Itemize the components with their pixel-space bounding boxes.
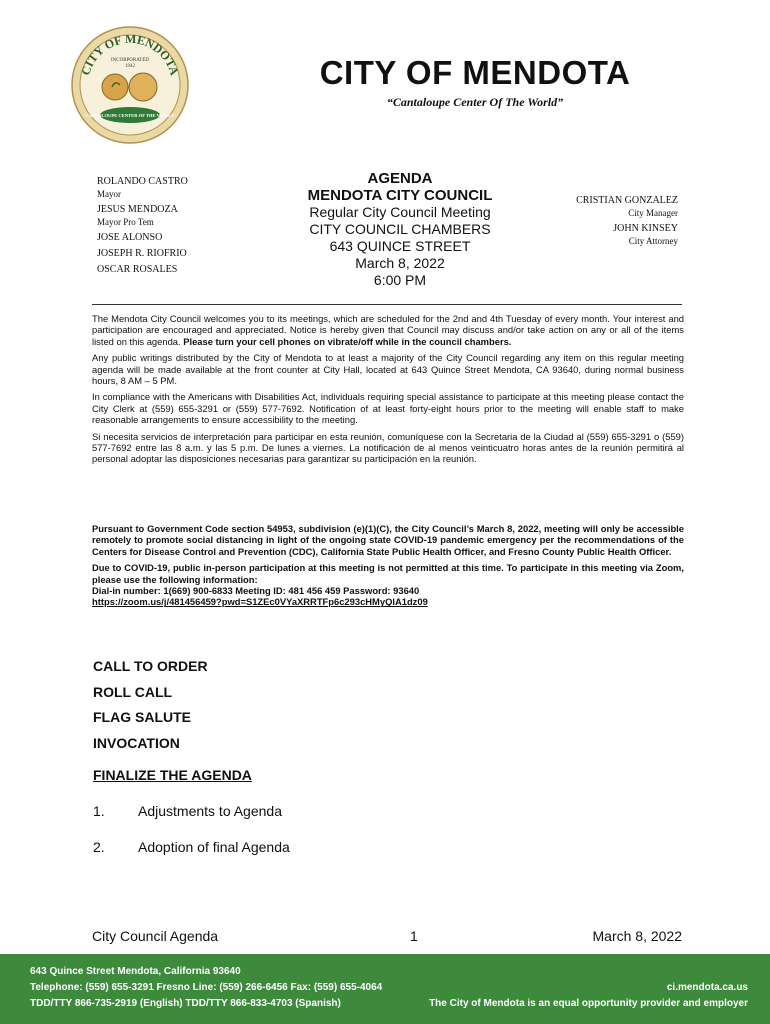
list-item: 2. Adoption of final Agenda [93,839,290,855]
header-divider [92,304,682,305]
city-staff [576,195,678,251]
seal-banner: CANTALOUPE CENTER OF THE WORLD [85,113,175,118]
footer-title: City Council Agenda [92,928,219,944]
council-member: JOSEPH R. RIOFRIO [97,248,187,259]
public-writings-paragraph: Any public writings distributed by the City of Mendota to at least a majority of the City Council regarding any item on this regular meeting agenda will be made available at the front counter at City Hall, located at 643 Quince Street Mendota, CA 93640, during normal business hours, 8 AM – 5 PM. [92,352,684,387]
council-member: OSCAR ROSALES [97,264,178,275]
ada-paragraph: In compliance with the Americans with Disabilities Act, individuals requiring special assistance to participate at this meeting please contact the City Clerk at (559) 655-3291 or (559) 577-7692. Notification of at least forty-eight hours prior to the meeting will enable staff to make reasonable arrangements to ensure accessibility to the meeting. [92,391,684,426]
covid-paragraph: Due to COVID-19, public in-person participation at this meeting is not permitted at this time. To participate in this meeting via Zoom, please use the following information: Dial-in number: 1(669) 900-6833 Meeting ID: 481 456 459 Password: 93640 https://zoom.us/j/481456459?pwd=S1ZEc0VYaXRRTFp6c293cHMyQlA1dz09 [92,562,684,608]
roll-call: ROLL CALL [93,683,173,700]
council-members [97,176,188,280]
tty-numbers: TDD/TTY 866-735-2919 (English) TDD/TTY 866-833-4703 (Spanish) [30,998,341,1009]
list-item: 1. Adjustments to Agenda [93,803,282,819]
city-seal [70,25,190,145]
government-code-paragraph: Pursuant to Government Code section 54953, subdivision (e)(1)(C), the City Council’s March 8, 2022, meeting will only be accessible remotely to promote social distancing in light of the ongoing state COVID-19 pandemic emergency per the recommendations of the Centers for Disease Control and Prevention (CDC), California State Public Health Officer, and Fresno County Public Health Officer. [92,523,684,557]
agenda-items [93,656,208,758]
city-motto: “Cantaloupe Center Of The World” [386,95,564,109]
call-to-order: CALL TO ORDER [93,658,208,674]
seal-top-text: CITY OF MENDOTA [78,31,182,77]
website-link[interactable]: ci.mendota.ca.us [666,982,748,993]
welcome-paragraph: The Mendota City Council welcomes you to its meetings, which are scheduled for the 2nd and 4th Tuesday of every month. Your interest and participation are encouraged and appreciated. Notice is hereby given that Council may discuss and/or take action on any or all of the items listed on this agenda. Please turn your cell phones on vibrate/off while in the council chambers. [92,313,684,347]
footer-date: March 8, 2022 [592,928,682,944]
city-address: 643 Quince Street Mendota, California 93640 [30,966,241,977]
council-member: JOSE ALONSO [97,232,163,243]
cantaloupe-right [129,73,157,101]
finalize-agenda-heading: FINALIZE THE AGENDA [93,767,252,783]
council-member: JESUS MENDOZA Mayor Pro Tem [97,204,178,227]
invocation: INVOCATION [93,734,180,751]
page-number: 1 [410,928,418,944]
flag-salute: FLAG SALUTE [93,709,191,725]
contact-footer-bar [0,954,770,1024]
cantaloupe-left [102,74,128,100]
phone-numbers: Telephone: (559) 655-3291 Fresno Line: (559) 266-6456 Fax: (559) 655-4064 [30,982,383,993]
dial-in-info: Dial-in number: 1(669) 900-6833 Meeting ID: 481 456 459 Password: 93640 [92,585,420,597]
equal-opportunity-statement: The City of Mendota is an equal opportunity provider and employer [429,998,748,1009]
remote-meeting-info [92,523,684,608]
council-member: ROLANDO CASTRO Mayor [97,176,188,199]
zoom-link[interactable]: https://zoom.us/j/481456459?pwd=S1ZEc0VYaXRRTFp6c293cHMyQlA1dz09 [92,596,428,608]
page-title: CITY OF MENDOTA [319,54,631,91]
spanish-paragraph: Si necesita servicios de interpretación para participar en esta reunión, comuníquese con la Secretaria de la Ciudad al (559) 655-3291 o (559) 577-7692 entre las 8 a.m. y las 5 p.m. De lunes a viernes. La notificación de al menos veinticuatro horas antes de la reunión permitirá al personal adoptar las disposiciones necesarias para garantizar su participación en la reunión. [92,430,684,465]
seal-year: 1942 [125,64,135,69]
agenda-heading: AGENDA MENDOTA CITY COUNCIL Regular City Council Meeting CITY COUNCIL CHAMBERS 643 QUINCE STREET March 8, 2022 6:00 PM [307,170,493,288]
staff-member: CRISTIAN GONZALEZ City Manager [576,195,678,218]
staff-member: JOHN KINSEY City Attorney [613,223,678,246]
notice-text [92,313,684,470]
seal-incorporated: INCORPORATED [110,58,150,63]
